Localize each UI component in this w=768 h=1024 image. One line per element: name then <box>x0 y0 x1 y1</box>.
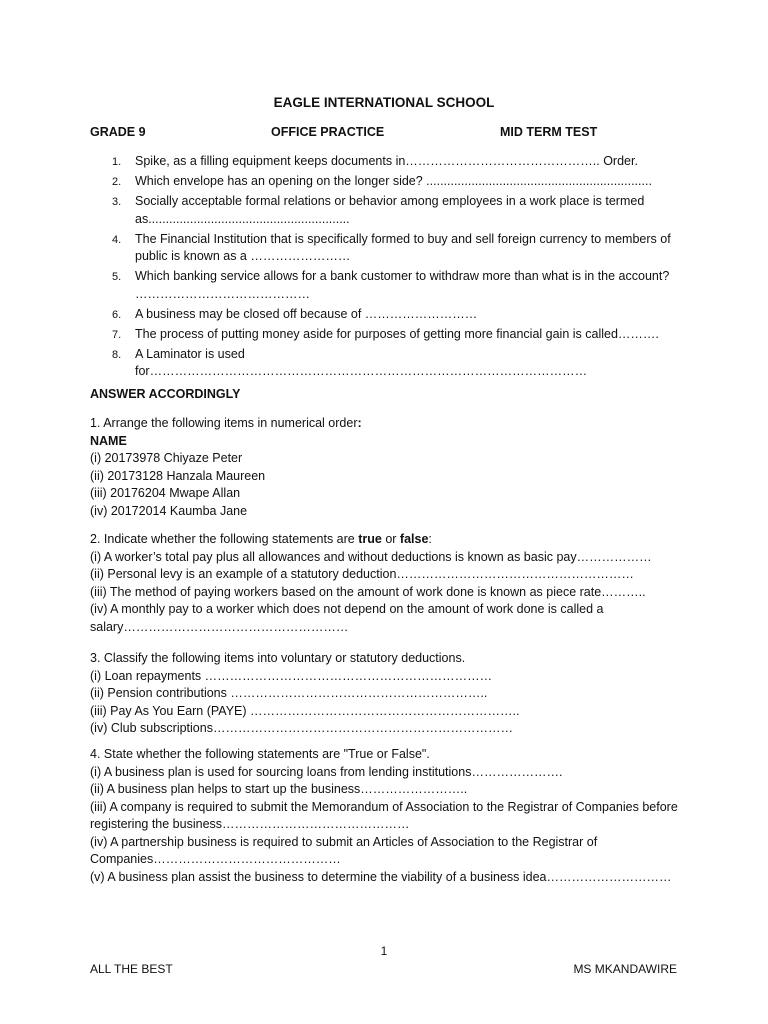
question-text: Socially acceptable formal relations or behavior among employees in a work place is termed as.......................................................... <box>135 194 645 226</box>
question-item <box>90 268 680 303</box>
false-word: false <box>399 532 429 546</box>
true-word: true <box>358 532 382 546</box>
question-item <box>90 193 680 228</box>
footer-left-text: ALL THE BEST <box>90 962 173 976</box>
section-3-item: (i) Loan repayments …………………………………………………………… <box>90 668 493 683</box>
section-4-item: (i) A business plan is used for sourcing loans from lending institutions…………………. <box>90 764 563 779</box>
grade-label: GRADE 9 <box>90 125 146 139</box>
section-4-intro: 4. State whether the following statements are "True or False". <box>90 747 430 761</box>
question-number: 4. <box>112 233 122 246</box>
question-item <box>90 326 680 344</box>
question-text: Which envelope has an opening on the longer side? ................................................................. <box>135 174 652 188</box>
question-item <box>90 153 680 171</box>
question-number: 1. <box>112 156 122 168</box>
section-3-item: (iii) Pay As You Earn (PAYE) ……………………………………………………….. <box>90 703 520 718</box>
section-1 <box>90 415 680 520</box>
section-2-item: (iii) The method of paying workers based on the amount of work done is known as piece rate……….. <box>90 584 646 599</box>
section-1-item: (iv) 20172014 Kaumba Jane <box>90 503 248 518</box>
question-number: 6. <box>112 308 122 321</box>
section-2-item: (iv) A monthly pay to a worker which does not depend on the amount of work done is called a salary……………………………………………… <box>90 602 604 634</box>
subject-label: OFFICE PRACTICE <box>271 125 385 139</box>
section-1-intro <box>90 415 680 433</box>
or-word: or <box>381 532 400 546</box>
answer-heading: ANSWER ACCORDINGLY <box>90 387 241 401</box>
name-label: NAME <box>90 433 127 448</box>
question-number: 2. <box>112 176 122 188</box>
question-text: The process of putting money aside for purposes of getting more financial gain is called………. <box>135 326 659 341</box>
section-3-item: (ii) Pension contributions …………………………………………………….. <box>90 686 488 700</box>
question-text: A business may be closed off because of ……………………… <box>135 306 478 321</box>
question-number: 7. <box>112 328 122 341</box>
question-item <box>90 306 680 324</box>
question-item <box>90 173 680 191</box>
question-item <box>90 231 680 266</box>
section-4-item: (v) A business plan assist the business to determine the viability of a business idea………………………… <box>90 869 672 884</box>
question-item <box>90 346 680 381</box>
section-4-item: (iii) A company is required to submit the Memorandum of Association to the Registrar of Companies before registering the business……………………………………… <box>90 799 678 831</box>
question-text: Spike, as a filling equipment keeps documents in……………………………………….. Order. <box>135 154 638 168</box>
school-title: EAGLE INTERNATIONAL SCHOOL <box>273 95 495 110</box>
section-2 <box>90 531 680 636</box>
exam-header <box>90 124 690 142</box>
question-text: Which banking service allows for a bank customer to withdraw more than what is in the account? …………………………………… <box>135 269 670 301</box>
section-3 <box>90 650 680 738</box>
question-text: The Financial Institution that is specifically formed to buy and sell foreign currency to members of public is known as a …………………… <box>135 231 671 263</box>
section-2-item: (i) A worker’s total pay plus all allowances and without deductions is known as basic pay……………… <box>90 549 652 564</box>
section-2-intro-text: 2. Indicate whether the following statements are <box>90 532 359 546</box>
section-2-item: (ii) Personal levy is an example of a statutory deduction………………………………………………… <box>90 567 634 581</box>
footer-right-text: MS MKANDAWIRE <box>573 962 677 976</box>
question-number: 8. <box>112 348 122 361</box>
section-4 <box>90 746 680 886</box>
section-1-intro-text: 1. Arrange the following items in numerical order <box>90 416 358 430</box>
question-list <box>90 153 680 383</box>
section-1-item: (i) 20173978 Chiyaze Peter <box>90 451 243 465</box>
section-2-intro <box>90 531 680 549</box>
test-label: MID TERM TEST <box>500 125 598 139</box>
section-2-intro-colon: : <box>428 532 432 546</box>
question-number: 3. <box>112 196 122 208</box>
section-4-item: (iv) A partnership business is required to submit an Articles of Association to the Registrar of Companies……………………………………… <box>90 834 598 866</box>
section-1-item: (ii) 20173128 Hanzala Maureen <box>90 468 266 483</box>
question-number: 5. <box>112 271 122 283</box>
section-4-item: (ii) A business plan helps to start up the business…………………….. <box>90 782 468 796</box>
page-number: 1 <box>380 944 388 958</box>
section-3-intro: 3. Classify the following items into voluntary or statutory deductions. <box>90 651 466 665</box>
section-1-item: (iii) 20176204 Mwape Allan <box>90 486 241 500</box>
section-1-intro-colon: : <box>357 416 362 430</box>
question-text: A Laminator is used for…………………………………………………………………………………………… <box>135 346 588 378</box>
section-3-item: (iv) Club subscriptions……………………………………………………………… <box>90 721 513 735</box>
